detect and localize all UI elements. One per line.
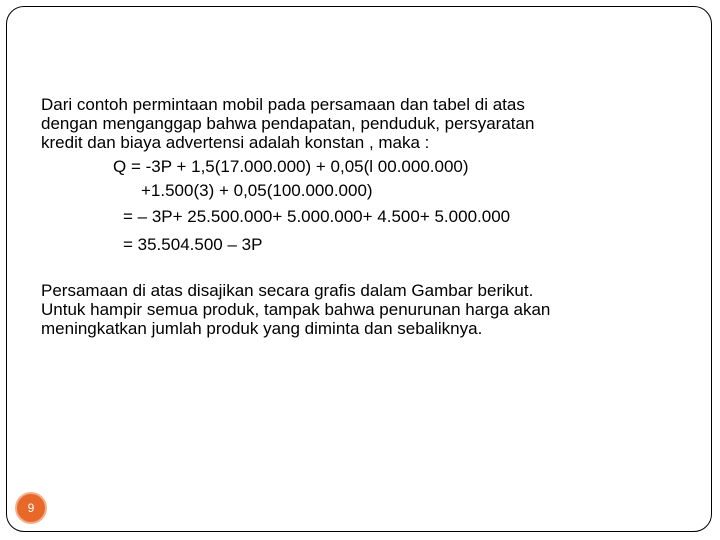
slide-frame (6, 6, 712, 532)
equation-line-3: = – 3P+ 25.500.000+ 5.000.000+ 4.500+ 5.000.000 (123, 207, 511, 226)
intro-line-1: Dari contoh permintaan mobil pada persamaan dan tabel di atas (41, 95, 525, 114)
page-number: 9 (27, 501, 35, 515)
page-number-badge (15, 492, 47, 524)
conclusion-line-2: Untuk hampir semua produk, tampak bahwa penurunan harga akan (41, 300, 551, 319)
intro-paragraph (41, 95, 681, 152)
intro-line-3: kredit dan biaya advertensi adalah konstan , maka : (41, 133, 430, 152)
conclusion-paragraph (41, 281, 681, 338)
equation-line-4: = 35.504.500 – 3P (123, 235, 263, 254)
equation-line-1: Q = -3P + 1,5(17.000.000) + 0,05(l 00.000.000) (113, 157, 469, 176)
equation-line-2: +1.500(3) + 0,05(100.000.000) (141, 181, 373, 200)
intro-line-2: dengan menganggap bahwa pendapatan, penduduk, persyaratan (41, 114, 535, 133)
conclusion-line-3: meningkatkan jumlah produk yang diminta dan sebaliknya. (41, 319, 483, 338)
conclusion-line-1: Persamaan di atas disajikan secara grafis dalam Gambar berikut. (41, 281, 534, 300)
